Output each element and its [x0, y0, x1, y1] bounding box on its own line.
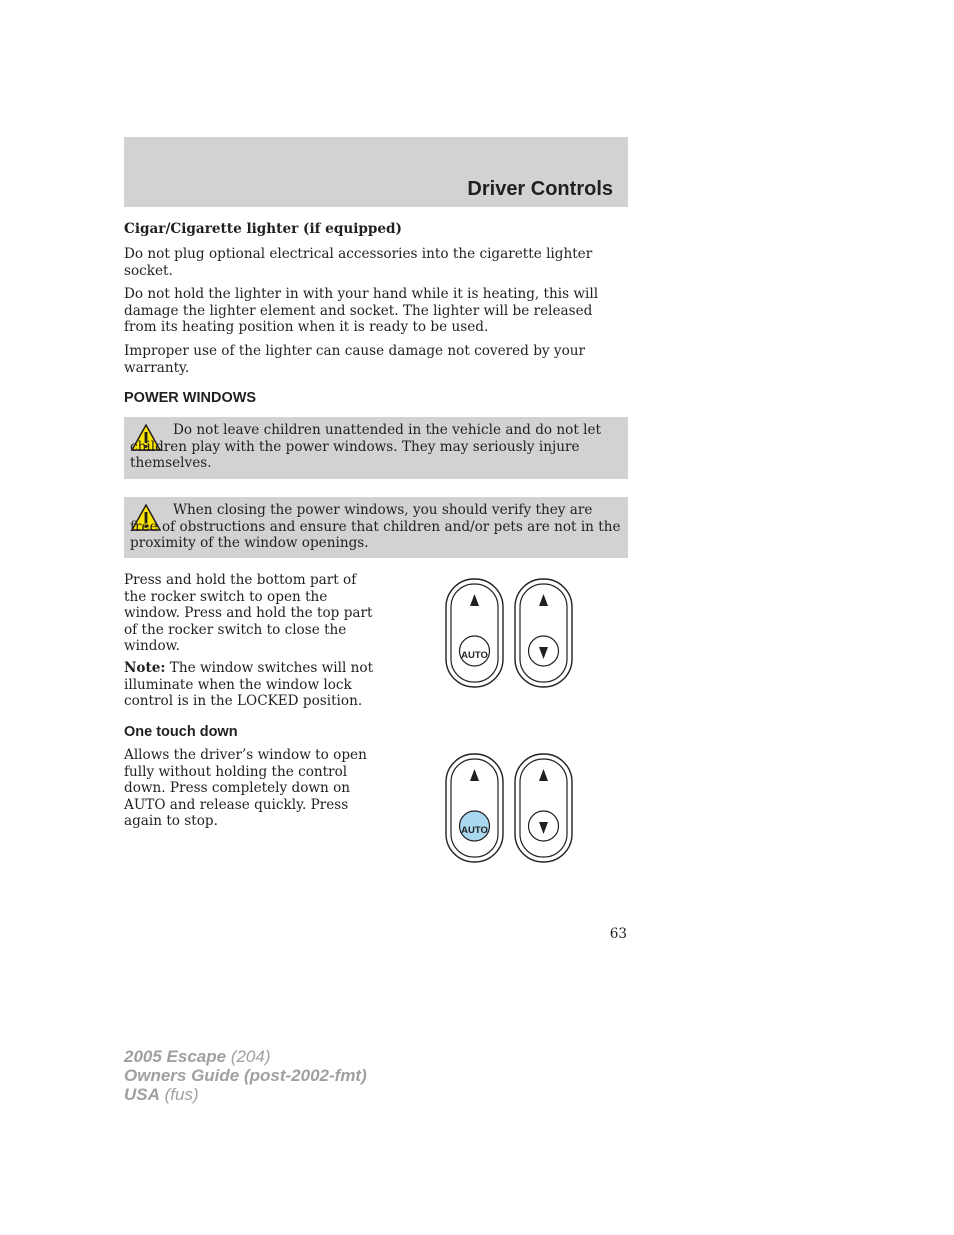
cigar-lighter-heading: Cigar/Cigarette lighter (if equipped) — [124, 221, 402, 237]
cigar-paragraph-3: Improper use of the lighter can cause damage not covered by your warranty. — [124, 343, 586, 376]
note-text: The window switches will not illuminate when the window lock control is in the LOCKED position. — [124, 660, 374, 710]
note-label: Note: — [124, 660, 166, 676]
footer-market-code: (fus) — [159, 1085, 199, 1104]
cigar-paragraph-1: Do not plug optional electrical accessories into the cigarette lighter socket. — [124, 246, 593, 279]
document-footer — [124, 1047, 367, 1104]
warning-box-obstructions — [124, 497, 628, 558]
one-touch-heading: One touch down — [124, 724, 238, 740]
passenger-window-switch — [515, 579, 572, 687]
power-windows-heading: POWER WINDOWS — [124, 390, 257, 406]
one-touch-paragraph: Allows the driver’s window to open fully without holding the control down. Press completely down on AUTO and release quickly. Press again to stop. — [124, 747, 367, 830]
footer-line-1 — [124, 1047, 367, 1066]
auto-label: AUTO — [461, 825, 488, 836]
driver-window-switch — [446, 754, 503, 862]
section-title: Driver Controls — [467, 178, 613, 200]
window-switch-figure-auto — [440, 750, 580, 866]
footer-guide-name: Owners Guide (post-2002-fmt) — [124, 1066, 367, 1085]
note-paragraph — [124, 660, 379, 710]
footer-model-code: (204) — [226, 1047, 271, 1066]
passenger-window-switch — [515, 754, 572, 862]
footer-line-2 — [124, 1066, 367, 1085]
warning-text-obstructions: When closing the power windows, you should verify they are free of obstructions and ensure that children and/or pets are not in the proximity of the window openings. — [130, 502, 621, 552]
auto-label: AUTO — [461, 650, 488, 661]
footer-line-3 — [124, 1085, 367, 1104]
driver-window-switch — [446, 579, 503, 687]
footer-model: 2005 Escape — [124, 1047, 227, 1066]
rocker-switch-paragraph: Press and hold the bottom part of the rocker switch to open the window. Press and hold the top part of the rocker switch to close the window. — [124, 572, 373, 655]
window-switch-figure-normal — [440, 575, 580, 691]
page-number: 63 — [609, 926, 627, 942]
cigar-paragraph-2: Do not hold the lighter in with your hand while it is heating, this will damage the lighter element and socket. The lighter will be released from its heating position when it is ready to be used. — [124, 286, 599, 336]
warning-box-children — [124, 417, 628, 479]
footer-market: USA — [124, 1085, 160, 1104]
warning-text-children: Do not leave children unattended in the vehicle and do not let children play with the power windows. They may seriously injure themselves. — [130, 422, 601, 472]
section-header-band — [124, 137, 628, 207]
